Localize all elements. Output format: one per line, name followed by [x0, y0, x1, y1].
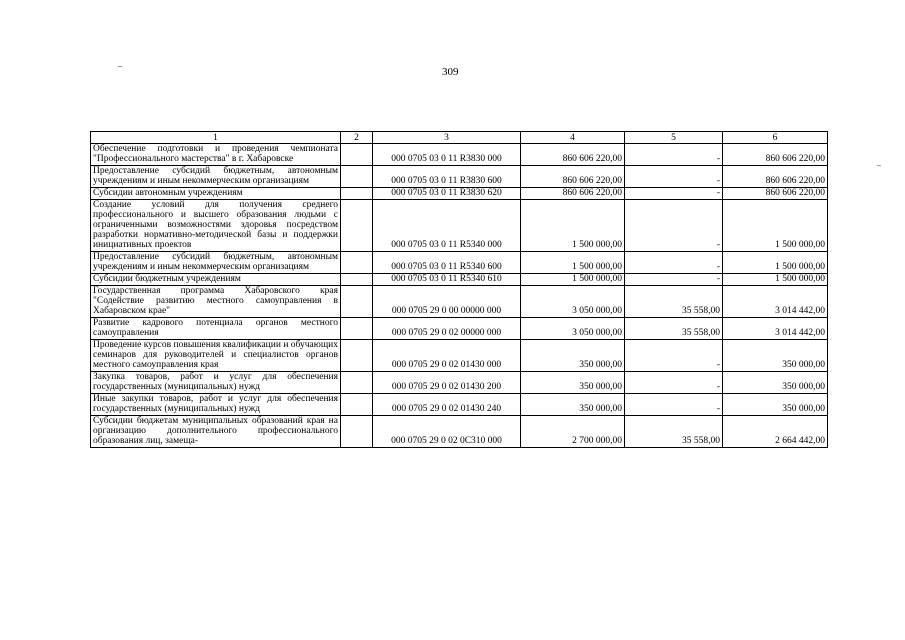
row-name: Субсидии автономным учреждениям: [91, 188, 341, 200]
row-code: 000 0705 03 0 11 R5340 600: [373, 252, 521, 274]
row-change: -: [625, 252, 723, 274]
table-row: [91, 340, 828, 372]
column-header: 6: [723, 132, 828, 144]
row-col2: [341, 286, 373, 318]
row-change: -: [625, 188, 723, 200]
row-total: 3 014 442,00: [723, 286, 828, 318]
row-name: Субсидии бюджетным учреждениям: [91, 274, 341, 286]
row-change: -: [625, 340, 723, 372]
budget-table: [90, 131, 828, 448]
row-col2: [341, 340, 373, 372]
row-amount: 860 606 220,00: [521, 166, 625, 188]
table-header-row: [91, 132, 828, 144]
column-header: 2: [341, 132, 373, 144]
row-change: -: [625, 274, 723, 286]
row-amount: 350 000,00: [521, 340, 625, 372]
table-row: [91, 252, 828, 274]
row-total: 860 606 220,00: [723, 166, 828, 188]
row-name: Проведение курсов повышения квалификации и обучающих семинаров для руководителей и специалистов органов местного самоуправления края: [91, 340, 341, 372]
row-total: 1 500 000,00: [723, 200, 828, 252]
row-col2: [341, 394, 373, 416]
scan-mark: [877, 165, 881, 166]
row-amount: 1 500 000,00: [521, 274, 625, 286]
scan-mark: [118, 66, 122, 67]
row-total: 350 000,00: [723, 394, 828, 416]
row-total: 2 664 442,00: [723, 416, 828, 448]
row-col2: [341, 144, 373, 166]
row-amount: 2 700 000,00: [521, 416, 625, 448]
row-total: 860 606 220,00: [723, 188, 828, 200]
row-col2: [341, 274, 373, 286]
row-code: 000 0705 29 0 02 01430 000: [373, 340, 521, 372]
row-amount: 860 606 220,00: [521, 188, 625, 200]
row-code: 000 0705 03 0 11 R3830 620: [373, 188, 521, 200]
row-name: Иные закупки товаров, работ и услуг для обеспечения государственных (муниципальных) нужд: [91, 394, 341, 416]
column-header: 3: [373, 132, 521, 144]
column-header: 5: [625, 132, 723, 144]
table-row: [91, 144, 828, 166]
row-code: 000 0705 29 0 02 01430 240: [373, 394, 521, 416]
row-amount: 3 050 000,00: [521, 286, 625, 318]
row-amount: 1 500 000,00: [521, 252, 625, 274]
row-total: 350 000,00: [723, 340, 828, 372]
row-col2: [341, 252, 373, 274]
row-amount: 1 500 000,00: [521, 200, 625, 252]
row-code: 000 0705 03 0 11 R3830 000: [373, 144, 521, 166]
row-name: Создание условий для получения среднего профессионального и высшего образования людьми с ограниченными возможностями здоровья посредством разработки нормативно-методической базы и поддержки инициативных проектов: [91, 200, 341, 252]
row-total: 350 000,00: [723, 372, 828, 394]
table-row: [91, 188, 828, 200]
row-col2: [341, 416, 373, 448]
table-row: [91, 274, 828, 286]
row-total: 1 500 000,00: [723, 252, 828, 274]
table-row: [91, 286, 828, 318]
row-col2: [341, 318, 373, 340]
row-code: 000 0705 29 0 02 00000 000: [373, 318, 521, 340]
row-code: 000 0705 29 0 02 0C310 000: [373, 416, 521, 448]
row-col2: [341, 188, 373, 200]
row-code: 000 0705 03 0 11 R3830 600: [373, 166, 521, 188]
row-name: Субсидии бюджетам муниципальных образований края на организацию дополнительного профессионального образования лиц, замеща-: [91, 416, 341, 448]
row-change: -: [625, 144, 723, 166]
table-row: [91, 394, 828, 416]
row-name: Государственная программа Хабаровского края "Содействие развитию местного самоуправления в Хабаровском крае": [91, 286, 341, 318]
row-col2: [341, 200, 373, 252]
row-col2: [341, 166, 373, 188]
row-name: Закупка товаров, работ и услуг для обеспечения государственных (муниципальных) нужд: [91, 372, 341, 394]
row-change: 35 558,00: [625, 416, 723, 448]
row-code: 000 0705 03 0 11 R5340 610: [373, 274, 521, 286]
row-change: -: [625, 200, 723, 252]
row-amount: 3 050 000,00: [521, 318, 625, 340]
row-name: Предоставление субсидий бюджетным, автономным учреждениям и иным некоммерческим организациям: [91, 252, 341, 274]
row-amount: 350 000,00: [521, 394, 625, 416]
row-change: 35 558,00: [625, 286, 723, 318]
row-col2: [341, 372, 373, 394]
row-code: 000 0705 29 0 00 00000 000: [373, 286, 521, 318]
column-header: 4: [521, 132, 625, 144]
table-row: [91, 200, 828, 252]
row-change: -: [625, 372, 723, 394]
row-change: 35 558,00: [625, 318, 723, 340]
column-header: 1: [91, 132, 341, 144]
table-row: [91, 372, 828, 394]
table-row: [91, 416, 828, 448]
row-total: 1 500 000,00: [723, 274, 828, 286]
row-amount: 350 000,00: [521, 372, 625, 394]
table-row: [91, 318, 828, 340]
row-change: -: [625, 166, 723, 188]
row-code: 000 0705 03 0 11 R5340 000: [373, 200, 521, 252]
row-name: Обеспечение подготовки и проведения чемпионата "Профессионального мастерства" в г. Хабаровске: [91, 144, 341, 166]
page-number: 309: [442, 66, 459, 78]
table-row: [91, 166, 828, 188]
row-total: 860 606 220,00: [723, 144, 828, 166]
row-amount: 860 606 220,00: [521, 144, 625, 166]
row-total: 3 014 442,00: [723, 318, 828, 340]
row-change: -: [625, 394, 723, 416]
row-code: 000 0705 29 0 02 01430 200: [373, 372, 521, 394]
row-name: Развитие кадрового потенциала органов местного самоуправления: [91, 318, 341, 340]
row-name: Предоставление субсидий бюджетным, автономным учреждениям и иным некоммерческим организациям: [91, 166, 341, 188]
